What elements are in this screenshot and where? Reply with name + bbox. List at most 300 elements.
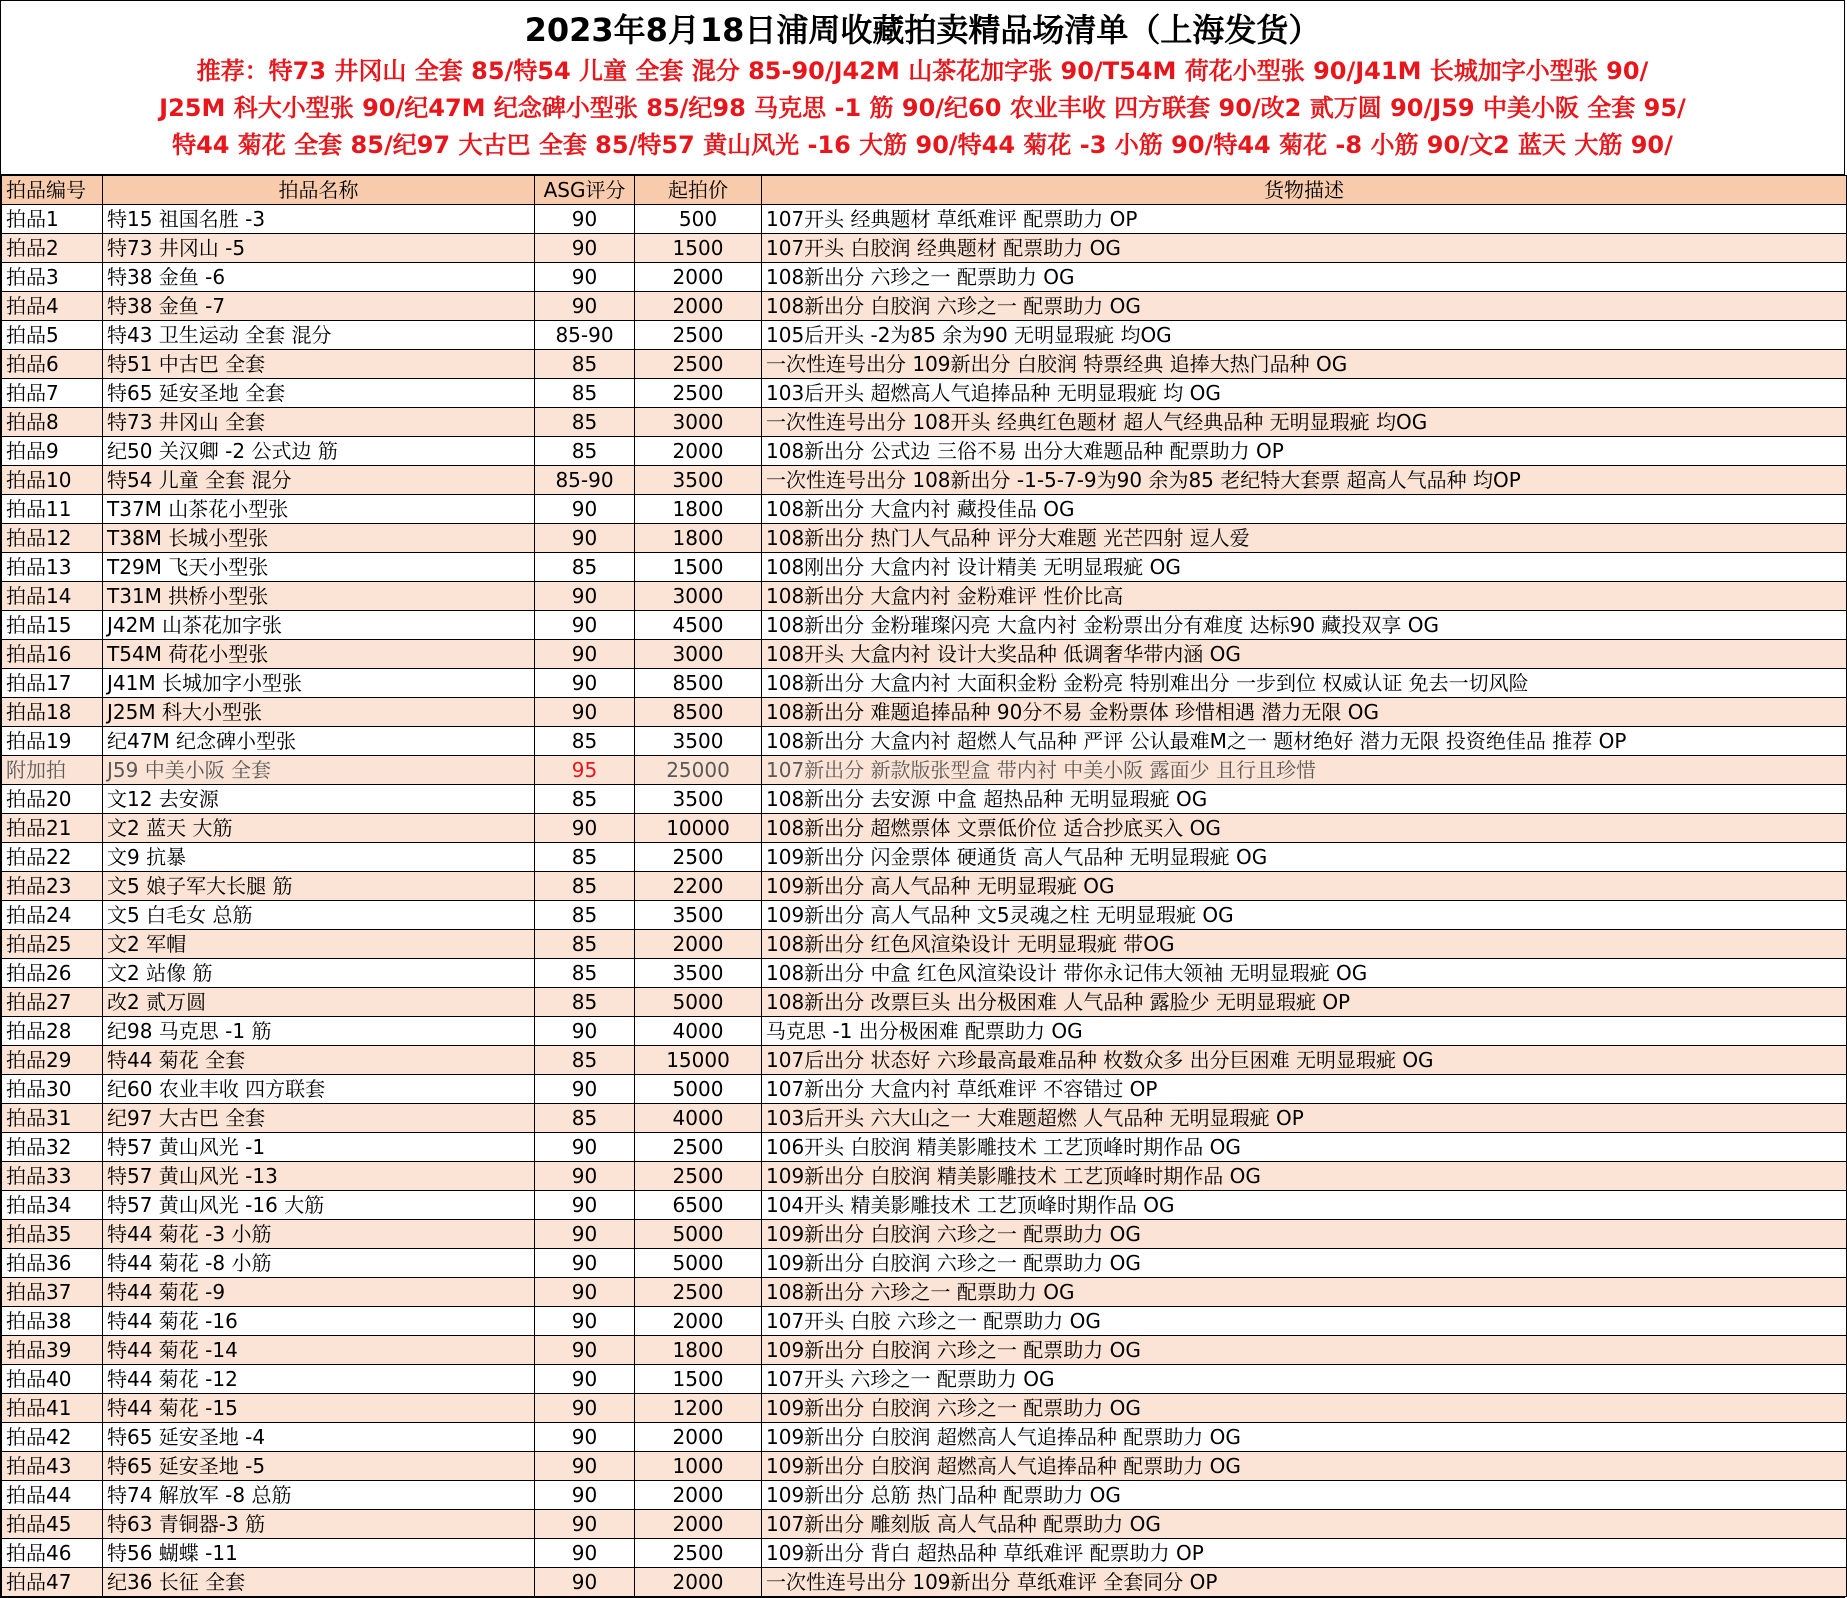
cell-description: 107新出分 大盒内衬 草纸难评 不容错过 OP	[762, 1075, 1847, 1104]
cell-start-price: 4000	[635, 1104, 762, 1133]
cell-start-price: 1500	[635, 234, 762, 263]
table-row	[2, 1104, 1847, 1133]
cell-description: 108新出分 大盒内衬 金粉难评 性价比高	[762, 582, 1847, 611]
cell-start-price: 1800	[635, 1336, 762, 1365]
cell-lot-number: 拍品45	[2, 1510, 103, 1539]
table-row	[2, 1017, 1847, 1046]
cell-start-price: 4000	[635, 1017, 762, 1046]
cell-lot-name: 特44 菊花 -9	[103, 1278, 535, 1307]
cell-asg-grade: 85	[535, 408, 635, 437]
table-row	[2, 1452, 1847, 1481]
cell-asg-grade: 90	[535, 1394, 635, 1423]
cell-start-price: 1800	[635, 524, 762, 553]
cell-description: 109新出分 白胶润 六珍之一 配票助力 OG	[762, 1394, 1847, 1423]
table-row	[2, 1278, 1847, 1307]
cell-lot-number: 拍品13	[2, 553, 103, 582]
cell-asg-grade: 90	[535, 292, 635, 321]
cell-lot-number: 拍品8	[2, 408, 103, 437]
cell-start-price: 4500	[635, 611, 762, 640]
cell-description: 108新出分 热门人气品种 评分大难题 光芒四射 逗人爱	[762, 524, 1847, 553]
cell-description: 108新出分 金粉璀璨闪亮 大盒内衬 金粉票出分有难度 达标90 藏投双享 OG	[762, 611, 1847, 640]
cell-description: 107开头 白胶 六珍之一 配票助力 OG	[762, 1307, 1847, 1336]
cell-start-price: 2000	[635, 292, 762, 321]
cell-description: 108新出分 白胶润 六珍之一 配票助力 OG	[762, 292, 1847, 321]
cell-description: 108新出分 六珍之一 配票助力 OG	[762, 1278, 1847, 1307]
cell-lot-number: 拍品1	[2, 205, 103, 234]
table-row	[2, 350, 1847, 379]
cell-lot-name: J59 中美小阪 全套	[103, 756, 535, 785]
cell-lot-name: 特57 黄山风光 -1	[103, 1133, 535, 1162]
cell-lot-number: 拍品42	[2, 1423, 103, 1452]
cell-lot-number: 拍品16	[2, 640, 103, 669]
cell-lot-name: J25M 科大小型张	[103, 698, 535, 727]
cell-lot-number: 拍品30	[2, 1075, 103, 1104]
table-row	[2, 379, 1847, 408]
cell-lot-number: 拍品43	[2, 1452, 103, 1481]
cell-lot-name: 特44 菊花 -3 小筋	[103, 1220, 535, 1249]
cell-lot-number: 拍品23	[2, 872, 103, 901]
table-row	[2, 408, 1847, 437]
cell-lot-number: 拍品7	[2, 379, 103, 408]
cell-lot-number: 拍品21	[2, 814, 103, 843]
cell-lot-name: 特73 井冈山 -5	[103, 234, 535, 263]
cell-start-price: 2200	[635, 872, 762, 901]
table-row	[2, 930, 1847, 959]
cell-lot-number: 拍品5	[2, 321, 103, 350]
cell-asg-grade: 85	[535, 350, 635, 379]
table-row	[2, 1423, 1847, 1452]
table-row	[2, 1481, 1847, 1510]
cell-lot-name: 特63 青铜器-3 筋	[103, 1510, 535, 1539]
cell-lot-number: 拍品22	[2, 843, 103, 872]
cell-asg-grade: 90	[535, 234, 635, 263]
col-asg-grade: ASG评分	[535, 176, 635, 205]
cell-asg-grade: 85	[535, 437, 635, 466]
cell-start-price: 5000	[635, 988, 762, 1017]
cell-lot-number: 拍品35	[2, 1220, 103, 1249]
cell-lot-number: 拍品10	[2, 466, 103, 495]
cell-lot-number: 拍品3	[2, 263, 103, 292]
recommend-line-2: J25M 科大小型张 90/纪47M 纪念碑小型张 85/纪98 马克思 -1 筋 90/纪60 农业丰收 四方联套 90/改2 贰万圆 90/J59 中美小阪 全套 95/	[159, 94, 1686, 122]
cell-start-price: 8500	[635, 669, 762, 698]
cell-lot-name: J42M 山茶花加字张	[103, 611, 535, 640]
cell-lot-number: 附加拍	[2, 756, 103, 785]
cell-description: 108新出分 中盒 红色风渲染设计 带你永记伟大领袖 无明显瑕疵 OG	[762, 959, 1847, 988]
cell-start-price: 2000	[635, 263, 762, 292]
cell-lot-number: 拍品29	[2, 1046, 103, 1075]
cell-lot-number: 拍品44	[2, 1481, 103, 1510]
cell-asg-grade: 90	[535, 1336, 635, 1365]
cell-asg-grade: 85	[535, 901, 635, 930]
cell-description: 107开头 经典题材 草纸难评 配票助力 OP	[762, 205, 1847, 234]
cell-description: 108新出分 难题追捧品种 90分不易 金粉票体 珍惜相遇 潜力无限 OG	[762, 698, 1847, 727]
cell-start-price: 3000	[635, 408, 762, 437]
cell-description: 107开头 白胶润 经典题材 配票助力 OG	[762, 234, 1847, 263]
table-row	[2, 872, 1847, 901]
lot-table	[1, 175, 1847, 1597]
cell-description: 103后开头 六大山之一 大难题超燃 人气品种 无明显瑕疵 OP	[762, 1104, 1847, 1133]
cell-description: 108新出分 红色风渲染设计 无明显瑕疵 带OG	[762, 930, 1847, 959]
cell-lot-name: 文2 站像 筋	[103, 959, 535, 988]
cell-description: 108新出分 大盒内衬 藏投佳品 OG	[762, 495, 1847, 524]
cell-description: 109新出分 总筋 热门品种 配票助力 OG	[762, 1481, 1847, 1510]
cell-start-price: 3500	[635, 727, 762, 756]
cell-description: 108新出分 六珍之一 配票助力 OG	[762, 263, 1847, 292]
cell-asg-grade: 85	[535, 1104, 635, 1133]
cell-lot-name: 改2 贰万圆	[103, 988, 535, 1017]
cell-asg-grade: 85	[535, 872, 635, 901]
cell-asg-grade: 90	[535, 205, 635, 234]
cell-start-price: 1200	[635, 1394, 762, 1423]
cell-start-price: 2500	[635, 350, 762, 379]
cell-description: 107新出分 雕刻版 高人气品种 配票助力 OG	[762, 1510, 1847, 1539]
cell-start-price: 2000	[635, 1510, 762, 1539]
cell-description: 109新出分 背白 超热品种 草纸难评 配票助力 OP	[762, 1539, 1847, 1568]
cell-lot-number: 拍品18	[2, 698, 103, 727]
cell-lot-name: 特44 菊花 全套	[103, 1046, 535, 1075]
cell-lot-number: 拍品40	[2, 1365, 103, 1394]
cell-description: 一次性连号出分 108新出分 -1-5-7-9为90 余为85 老纪特大套票 超高人气品种 均OP	[762, 466, 1847, 495]
table-row	[2, 959, 1847, 988]
cell-asg-grade: 90	[535, 524, 635, 553]
table-row	[2, 1220, 1847, 1249]
cell-lot-name: 特54 儿童 全套 混分	[103, 466, 535, 495]
cell-lot-number: 拍品24	[2, 901, 103, 930]
cell-lot-name: 文2 蓝天 大筋	[103, 814, 535, 843]
cell-lot-name: 纪36 长征 全套	[103, 1568, 535, 1597]
cell-lot-number: 拍品14	[2, 582, 103, 611]
cell-lot-name: 特43 卫生运动 全套 混分	[103, 321, 535, 350]
table-row	[2, 756, 1847, 785]
cell-asg-grade: 90	[535, 1423, 635, 1452]
cell-asg-grade: 90	[535, 495, 635, 524]
cell-lot-name: T38M 长城小型张	[103, 524, 535, 553]
cell-start-price: 25000	[635, 756, 762, 785]
cell-start-price: 2500	[635, 1539, 762, 1568]
cell-description: 马克思 -1 出分极困难 配票助力 OG	[762, 1017, 1847, 1046]
cell-start-price: 3500	[635, 959, 762, 988]
table-row	[2, 669, 1847, 698]
cell-lot-name: 文2 军帽	[103, 930, 535, 959]
cell-lot-name: 特44 菊花 -12	[103, 1365, 535, 1394]
cell-asg-grade: 90	[535, 611, 635, 640]
cell-description: 108新出分 大盒内衬 超燃人气品种 严评 公认最难M之一 题材绝好 潜力无限 投资绝佳品 推荐 OP	[762, 727, 1847, 756]
cell-asg-grade: 90	[535, 263, 635, 292]
cell-start-price: 1500	[635, 553, 762, 582]
col-lot-name: 拍品名称	[103, 176, 535, 205]
cell-lot-number: 拍品37	[2, 1278, 103, 1307]
cell-lot-number: 拍品6	[2, 350, 103, 379]
table-row	[2, 640, 1847, 669]
sheet-header	[1, 1, 1844, 175]
cell-asg-grade: 90	[535, 640, 635, 669]
cell-start-price: 3500	[635, 901, 762, 930]
table-row	[2, 1191, 1847, 1220]
cell-start-price: 1500	[635, 1365, 762, 1394]
cell-start-price: 2500	[635, 379, 762, 408]
cell-description: 109新出分 白胶润 六珍之一 配票助力 OG	[762, 1249, 1847, 1278]
cell-start-price: 5000	[635, 1220, 762, 1249]
cell-lot-number: 拍品31	[2, 1104, 103, 1133]
cell-start-price: 1000	[635, 1452, 762, 1481]
table-row	[2, 1075, 1847, 1104]
cell-start-price: 2500	[635, 321, 762, 350]
cell-lot-name: 特51 中古巴 全套	[103, 350, 535, 379]
cell-asg-grade: 90	[535, 1307, 635, 1336]
cell-description: 一次性连号出分 108开头 经典红色题材 超人气经典品种 无明显瑕疵 均OG	[762, 408, 1847, 437]
cell-asg-grade: 90	[535, 1452, 635, 1481]
cell-asg-grade: 90	[535, 1075, 635, 1104]
cell-start-price: 10000	[635, 814, 762, 843]
table-row	[2, 263, 1847, 292]
cell-start-price: 15000	[635, 1046, 762, 1075]
cell-start-price: 6500	[635, 1191, 762, 1220]
cell-lot-name: 特44 菊花 -16	[103, 1307, 535, 1336]
cell-lot-number: 拍品4	[2, 292, 103, 321]
cell-lot-name: 文5 白毛女 总筋	[103, 901, 535, 930]
table-row	[2, 1539, 1847, 1568]
cell-asg-grade: 85-90	[535, 321, 635, 350]
cell-description: 109新出分 白胶润 六珍之一 配票助力 OG	[762, 1336, 1847, 1365]
cell-asg-grade: 90	[535, 1220, 635, 1249]
cell-start-price: 3000	[635, 640, 762, 669]
cell-description: 109新出分 白胶润 精美影雕技术 工艺顶峰时期作品 OG	[762, 1162, 1847, 1191]
cell-asg-grade: 90	[535, 582, 635, 611]
table-row	[2, 1249, 1847, 1278]
table-row	[2, 1336, 1847, 1365]
recommend-line-1: 推荐：特73 井冈山 全套 85/特54 儿童 全套 混分 85-90/J42M 山茶花加字张 90/T54M 荷花小型张 90/J41M 长城加字小型张 90/	[196, 57, 1649, 85]
cell-lot-name: 特56 蝴蝶 -11	[103, 1539, 535, 1568]
cell-asg-grade: 90	[535, 1278, 635, 1307]
cell-lot-number: 拍品15	[2, 611, 103, 640]
cell-asg-grade: 90	[535, 698, 635, 727]
cell-lot-name: 特73 井冈山 全套	[103, 408, 535, 437]
cell-asg-grade: 90	[535, 1017, 635, 1046]
table-row	[2, 1394, 1847, 1423]
cell-start-price: 3000	[635, 582, 762, 611]
cell-lot-number: 拍品33	[2, 1162, 103, 1191]
table-row	[2, 1307, 1847, 1336]
table-row	[2, 1133, 1847, 1162]
cell-lot-name: 纪98 马克思 -1 筋	[103, 1017, 535, 1046]
cell-lot-name: 文9 抗暴	[103, 843, 535, 872]
cell-start-price: 3500	[635, 785, 762, 814]
cell-description: 109新出分 高人气品种 无明显瑕疵 OG	[762, 872, 1847, 901]
cell-description: 109新出分 白胶润 六珍之一 配票助力 OG	[762, 1220, 1847, 1249]
cell-asg-grade: 90	[535, 1249, 635, 1278]
cell-lot-name: T37M 山茶花小型张	[103, 495, 535, 524]
cell-asg-grade: 90	[535, 1481, 635, 1510]
cell-asg-grade: 95	[535, 756, 635, 785]
col-lot-number: 拍品编号	[2, 176, 103, 205]
table-row	[2, 466, 1847, 495]
cell-lot-name: 纪60 农业丰收 四方联套	[103, 1075, 535, 1104]
cell-lot-name: 特44 菊花 -15	[103, 1394, 535, 1423]
cell-asg-grade: 85	[535, 379, 635, 408]
cell-start-price: 1800	[635, 495, 762, 524]
cell-start-price: 2500	[635, 843, 762, 872]
cell-start-price: 2000	[635, 1481, 762, 1510]
cell-lot-number: 拍品41	[2, 1394, 103, 1423]
table-row	[2, 1046, 1847, 1075]
cell-lot-number: 拍品12	[2, 524, 103, 553]
table-row	[2, 727, 1847, 756]
cell-start-price: 2500	[635, 1133, 762, 1162]
cell-start-price: 2000	[635, 1307, 762, 1336]
cell-lot-number: 拍品19	[2, 727, 103, 756]
cell-description: 108新出分 公式边 三俗不易 出分大难题品种 配票助力 OP	[762, 437, 1847, 466]
cell-lot-name: 纪97 大古巴 全套	[103, 1104, 535, 1133]
cell-description: 107新出分 新款版张型盒 带内衬 中美小阪 露面少 且行且珍惜	[762, 756, 1847, 785]
table-row	[2, 988, 1847, 1017]
table-row	[2, 321, 1847, 350]
cell-start-price: 2500	[635, 1162, 762, 1191]
cell-description: 106开头 白胶润 精美影雕技术 工艺顶峰时期作品 OG	[762, 1133, 1847, 1162]
table-row	[2, 292, 1847, 321]
cell-description: 108新出分 大盒内衬 大面积金粉 金粉亮 特别难出分 一步到位 权威认证 免去一切风险	[762, 669, 1847, 698]
cell-asg-grade: 90	[535, 1365, 635, 1394]
cell-lot-name: 特38 金鱼 -6	[103, 263, 535, 292]
cell-asg-grade: 90	[535, 1133, 635, 1162]
cell-start-price: 500	[635, 205, 762, 234]
table-row	[2, 524, 1847, 553]
cell-description: 108新出分 超燃票体 文票低价位 适合抄底买入 OG	[762, 814, 1847, 843]
cell-lot-number: 拍品38	[2, 1307, 103, 1336]
col-start-price: 起拍价	[635, 176, 762, 205]
table-row	[2, 1510, 1847, 1539]
cell-lot-name: 文5 娘子军大长腿 筋	[103, 872, 535, 901]
cell-description: 103后开头 超燃高人气追捧品种 无明显瑕疵 均 OG	[762, 379, 1847, 408]
cell-start-price: 5000	[635, 1249, 762, 1278]
cell-lot-number: 拍品17	[2, 669, 103, 698]
table-row	[2, 1365, 1847, 1394]
cell-lot-name: 特57 黄山风光 -13	[103, 1162, 535, 1191]
cell-asg-grade: 85	[535, 727, 635, 756]
cell-description: 109新出分 闪金票体 硬通货 高人气品种 无明显瑕疵 OG	[762, 843, 1847, 872]
cell-lot-name: T54M 荷花小型张	[103, 640, 535, 669]
cell-asg-grade: 85	[535, 1046, 635, 1075]
cell-asg-grade: 90	[535, 669, 635, 698]
table-row	[2, 495, 1847, 524]
cell-lot-number: 拍品2	[2, 234, 103, 263]
cell-asg-grade: 90	[535, 1510, 635, 1539]
cell-description: 107开头 六珍之一 配票助力 OG	[762, 1365, 1847, 1394]
cell-lot-number: 拍品20	[2, 785, 103, 814]
cell-start-price: 5000	[635, 1075, 762, 1104]
table-row	[2, 205, 1847, 234]
cell-lot-name: 特65 延安圣地 -4	[103, 1423, 535, 1452]
cell-lot-name: 纪47M 纪念碑小型张	[103, 727, 535, 756]
cell-start-price: 2000	[635, 930, 762, 959]
table-row	[2, 611, 1847, 640]
cell-asg-grade: 90	[535, 1539, 635, 1568]
cell-lot-name: 特65 延安圣地 全套	[103, 379, 535, 408]
cell-description: 109新出分 高人气品种 文5灵魂之柱 无明显瑕疵 OG	[762, 901, 1847, 930]
cell-lot-number: 拍品36	[2, 1249, 103, 1278]
cell-lot-name: 文12 去安源	[103, 785, 535, 814]
cell-lot-number: 拍品26	[2, 959, 103, 988]
table-row	[2, 437, 1847, 466]
table-row	[2, 901, 1847, 930]
cell-lot-name: 特15 祖国名胜 -3	[103, 205, 535, 234]
cell-description: 一次性连号出分 109新出分 白胶润 特票经典 追捧大热门品种 OG	[762, 350, 1847, 379]
cell-lot-number: 拍品28	[2, 1017, 103, 1046]
cell-description: 108新出分 改票巨头 出分极困难 人气品种 露脸少 无明显瑕疵 OP	[762, 988, 1847, 1017]
cell-lot-name: 特74 解放军 -8 总筋	[103, 1481, 535, 1510]
cell-asg-grade: 85	[535, 843, 635, 872]
table-row	[2, 1568, 1847, 1597]
cell-description: 105后开头 -2为85 余为90 无明显瑕疵 均OG	[762, 321, 1847, 350]
cell-lot-number: 拍品47	[2, 1568, 103, 1597]
table-row	[2, 1162, 1847, 1191]
cell-description: 107后出分 状态好 六珍最高最难品种 枚数众多 出分巨困难 无明显瑕疵 OG	[762, 1046, 1847, 1075]
cell-asg-grade: 85	[535, 988, 635, 1017]
col-description: 货物描述	[762, 176, 1847, 205]
cell-start-price: 8500	[635, 698, 762, 727]
cell-lot-name: 特57 黄山风光 -16 大筋	[103, 1191, 535, 1220]
cell-description: 108开头 大盒内衬 设计大奖品种 低调奢华带内涵 OG	[762, 640, 1847, 669]
cell-description: 104开头 精美影雕技术 工艺顶峰时期作品 OG	[762, 1191, 1847, 1220]
table-row	[2, 582, 1847, 611]
cell-description: 109新出分 白胶润 超燃高人气追捧品种 配票助力 OG	[762, 1423, 1847, 1452]
cell-lot-number: 拍品25	[2, 930, 103, 959]
cell-start-price: 2500	[635, 1278, 762, 1307]
cell-lot-number: 拍品32	[2, 1133, 103, 1162]
cell-start-price: 2000	[635, 1423, 762, 1452]
cell-asg-grade: 85-90	[535, 466, 635, 495]
cell-description: 109新出分 白胶润 超燃高人气追捧品种 配票助力 OG	[762, 1452, 1847, 1481]
cell-asg-grade: 90	[535, 1568, 635, 1597]
recommend-line-3: 特44 菊花 全套 85/纪97 大古巴 全套 85/特57 黄山风光 -16 大筋 90/特44 菊花 -3 小筋 90/特44 菊花 -8 小筋 90/文2 蓝天 大筋 90/	[172, 131, 1673, 159]
cell-lot-name: 特38 金鱼 -7	[103, 292, 535, 321]
cell-lot-name: T29M 飞天小型张	[103, 553, 535, 582]
cell-start-price: 2000	[635, 1568, 762, 1597]
cell-lot-name: 特44 菊花 -8 小筋	[103, 1249, 535, 1278]
cell-asg-grade: 85	[535, 930, 635, 959]
cell-lot-name: 特65 延安圣地 -5	[103, 1452, 535, 1481]
table-row	[2, 553, 1847, 582]
cell-lot-number: 拍品46	[2, 1539, 103, 1568]
cell-lot-name: T31M 拱桥小型张	[103, 582, 535, 611]
cell-lot-name: 纪50 关汉卿 -2 公式边 筋	[103, 437, 535, 466]
cell-asg-grade: 90	[535, 814, 635, 843]
cell-lot-number: 拍品27	[2, 988, 103, 1017]
cell-asg-grade: 85	[535, 785, 635, 814]
cell-lot-name: J41M 长城加字小型张	[103, 669, 535, 698]
cell-asg-grade: 90	[535, 1191, 635, 1220]
table-header-row	[2, 176, 1847, 205]
page-title: 2023年8月18日浦周收藏拍卖精品场清单（上海发货）	[524, 11, 1321, 49]
cell-lot-number: 拍品9	[2, 437, 103, 466]
table-row	[2, 234, 1847, 263]
cell-asg-grade: 85	[535, 553, 635, 582]
lot-table-body	[2, 205, 1847, 1597]
table-row	[2, 698, 1847, 727]
cell-description: 一次性连号出分 109新出分 草纸难评 全套同分 OP	[762, 1568, 1847, 1597]
cell-lot-number: 拍品11	[2, 495, 103, 524]
cell-start-price: 3500	[635, 466, 762, 495]
table-row	[2, 843, 1847, 872]
cell-lot-name: 特44 菊花 -14	[103, 1336, 535, 1365]
cell-lot-number: 拍品39	[2, 1336, 103, 1365]
table-row	[2, 814, 1847, 843]
cell-description: 108新出分 去安源 中盒 超热品种 无明显瑕疵 OG	[762, 785, 1847, 814]
cell-start-price: 2000	[635, 437, 762, 466]
table-row	[2, 785, 1847, 814]
cell-description: 108刚出分 大盒内衬 设计精美 无明显瑕疵 OG	[762, 553, 1847, 582]
cell-asg-grade: 90	[535, 1162, 635, 1191]
cell-lot-number: 拍品34	[2, 1191, 103, 1220]
